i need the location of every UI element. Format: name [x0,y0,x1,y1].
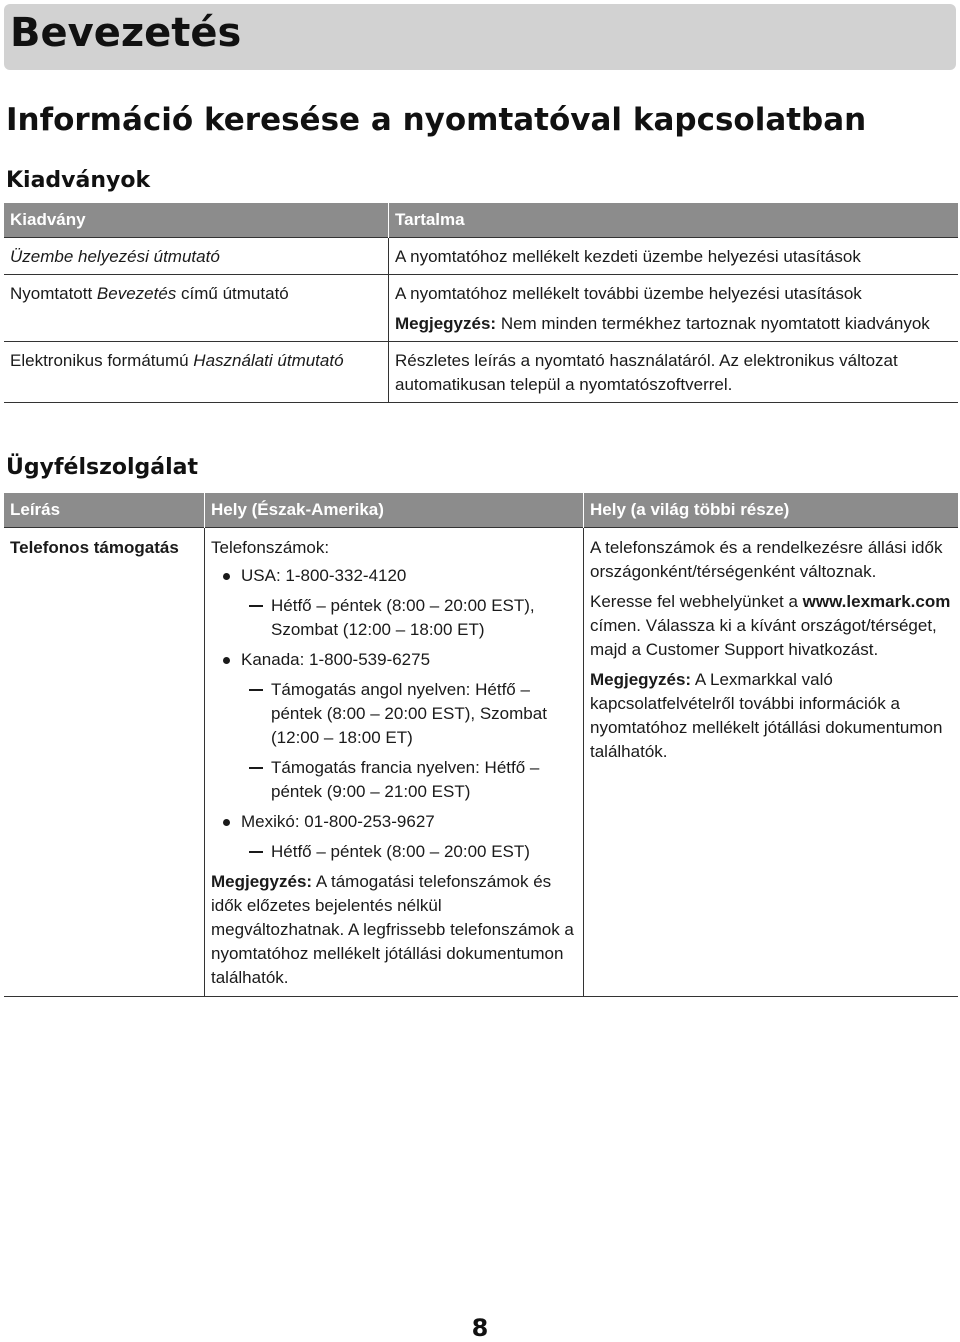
world-note [590,668,952,764]
note-text: A támogatási telefonszámok és idők előzetes bejelentés nélkül megváltozhatnak. A legfrissebb telefonszámok a nyomtatóhoz mellékelt jótállási dokumentumon találhatók. [211,872,574,987]
canada-french-hours: Támogatás francia nyelven: Hétfő – péntek (9:00 – 21:00 EST) [241,756,577,804]
publication-content [389,275,959,342]
column-header-description: Leírás [4,493,205,528]
page-number: 8 [471,1314,489,1342]
sub-list [241,840,577,864]
chapter-title: Bevezetés [10,10,242,56]
phone-list [211,564,577,864]
column-header-rest-of-world: Hely (a világ többi része) [584,493,959,528]
publication-content [389,342,959,403]
world-paragraph [590,590,952,662]
canada-english-hours: Támogatás angol nyelven: Hétfő – péntek (8:00 – 20:00 EST), Szombat (12:00 – 18:00 ET) [241,678,577,750]
world-paragraph: A telefonszámok és a rendelkezésre állási idők országonként/térségenként változnak. [590,538,943,581]
publication-name [4,342,389,403]
table-row [4,275,958,342]
north-america-note [211,870,577,990]
list-item [211,648,577,804]
list-item [211,564,577,642]
publication-name-suffix: című útmutató [176,284,289,303]
usa-phone: USA: 1-800-332-4120 [241,566,407,585]
sub-list [241,594,577,642]
publication-content-text: A nyomtatóhoz mellékelt kezdeti üzembe helyezési utasítások [395,247,861,266]
support-description: Telefonos támogatás [4,528,205,997]
publication-name-italic: Használati útmutató [193,351,344,370]
section-title: Információ keresése a nyomtatóval kapcsolatban [6,102,867,138]
world-text-prefix: Keresse fel webhelyünket a [590,592,803,611]
note-label: Megjegyzés: [211,872,313,891]
canada-phone: Kanada: 1-800-539-6275 [241,650,431,669]
support-table [4,493,958,997]
note-label: Megjegyzés: [395,314,497,333]
table-row [4,238,958,275]
support-heading: Ügyfélszolgálat [6,455,199,480]
support-north-america [205,528,584,997]
note-text: Nem minden termékhez tartoznak nyomtatott kiadványok [496,314,930,333]
publications-table [4,203,958,403]
publication-note [395,312,952,336]
table-header-row [4,493,958,528]
support-rest-of-world [584,528,959,997]
publication-name-text: Üzembe helyezési útmutató [10,247,220,266]
usa-hours: Hétfő – péntek (8:00 – 20:00 EST), Szombat (12:00 – 18:00 ET) [241,594,577,642]
world-text-suffix: címen. Válassza ki a kívánt országot/térséget, majd a Customer Support hivatkozást. [590,616,937,659]
publication-content-text: A nyomtatóhoz mellékelt további üzembe helyezési utasítások [395,284,862,303]
publication-content-text: Részletes leírás a nyomtató használatáról. Az elektronikus változat automatikusan települ a nyomtatószoftverrel. [395,351,898,394]
mexico-hours: Hétfő – péntek (8:00 – 20:00 EST) [241,840,577,864]
table-row [4,342,958,403]
mexico-phone: Mexikó: 01-800-253-9627 [241,812,435,831]
sub-list [241,678,577,804]
publication-name-prefix: Nyomtatott [10,284,97,303]
table-row [4,528,958,997]
column-header-publication: Kiadvány [4,203,389,238]
phones-intro: Telefonszámok: [211,538,330,557]
publication-name [4,275,389,342]
publications-heading: Kiadványok [6,168,151,193]
lexmark-website-link[interactable]: www.lexmark.com [802,592,951,611]
list-item [211,810,577,864]
note-text: A Lexmarkkal való kapcsolatfelvételről további információk a nyomtatóhoz mellékelt jótállási dokumentumon találhatók. [590,670,943,761]
column-header-north-america: Hely (Észak-Amerika) [205,493,584,528]
column-header-content: Tartalma [389,203,959,238]
publication-name-italic: Bevezetés [96,284,177,303]
publication-name [4,238,389,275]
publication-name-prefix: Elektronikus formátumú [10,351,194,370]
publication-content [389,238,959,275]
note-label: Megjegyzés: [590,670,692,689]
table-header-row [4,203,958,238]
